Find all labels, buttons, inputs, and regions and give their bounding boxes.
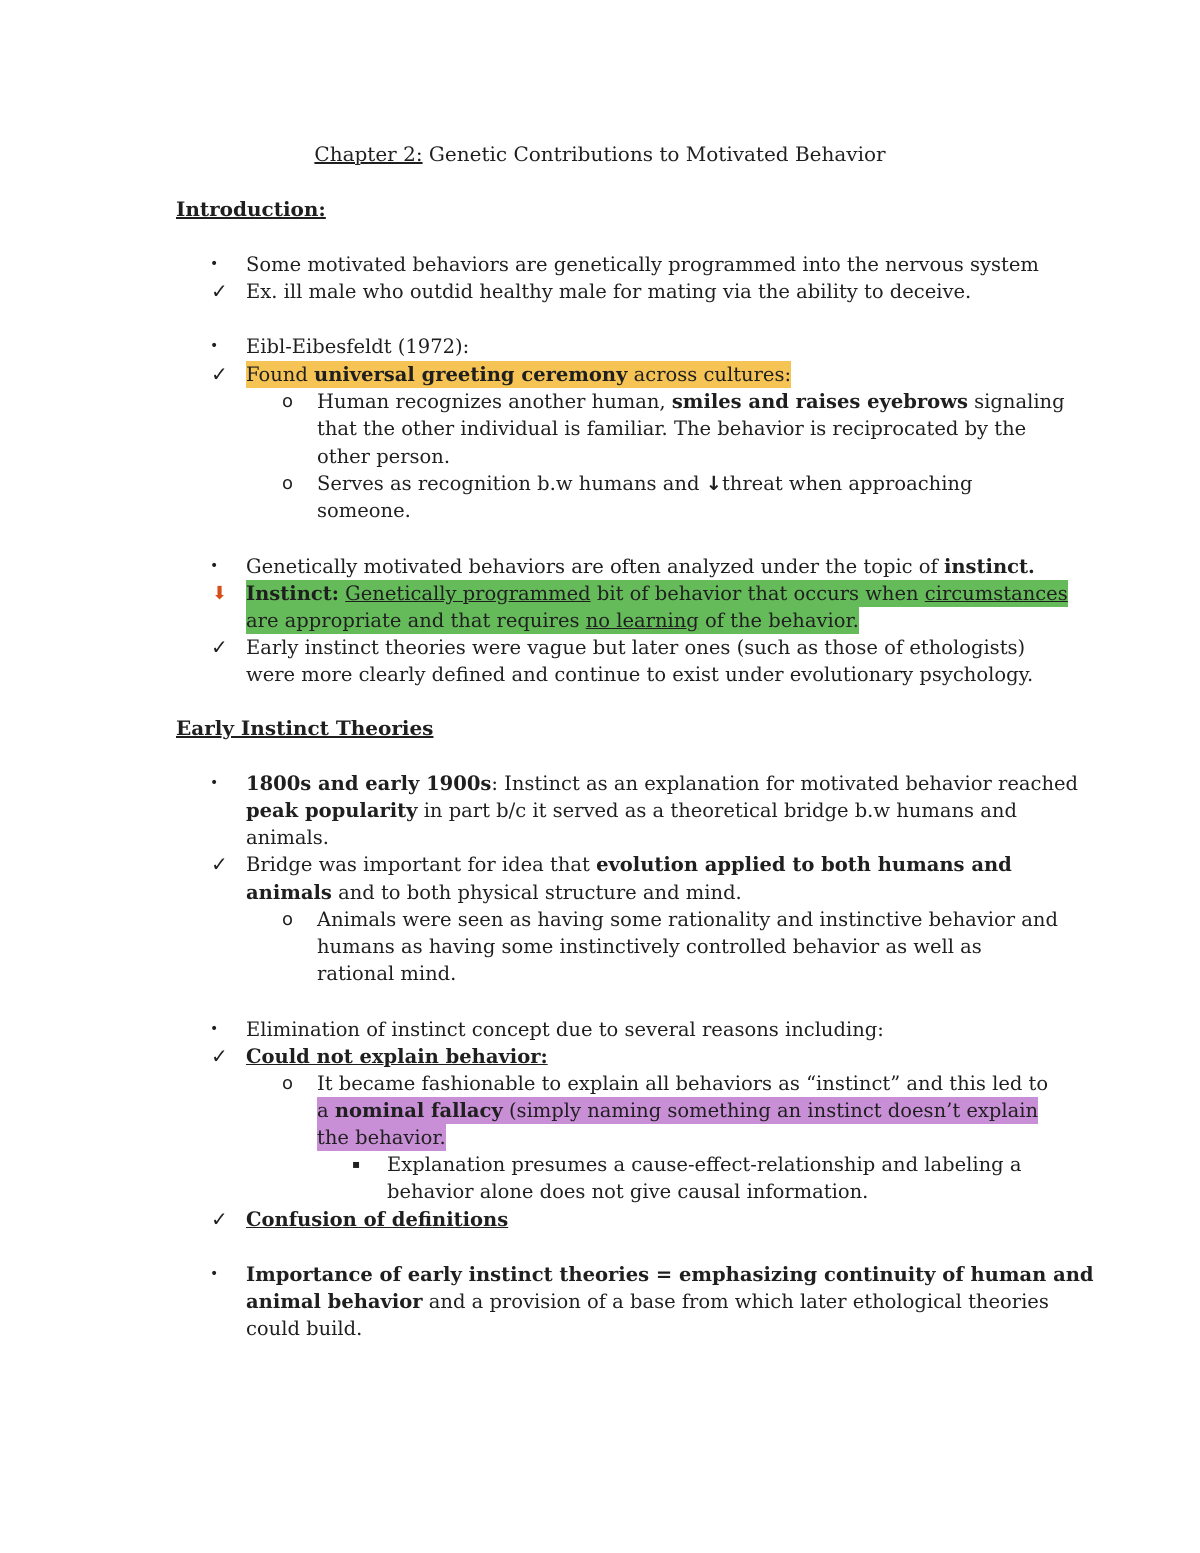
bullet-icon: •: [210, 1266, 219, 1282]
text-run: and a provision of a base from which later ethological theories: [422, 1290, 1049, 1313]
square-bullet-icon: ▪: [352, 1157, 361, 1171]
list-item-text: [317, 388, 1065, 415]
bold-term: Instinct:: [246, 582, 339, 605]
list-item-continuation: [0, 1288, 1200, 1315]
text-run: in part b/c it served as a theoretical bridge b.w humans and: [417, 799, 1017, 822]
bullet-icon: •: [210, 338, 219, 354]
list-item-continuation: [0, 1124, 1200, 1151]
list-item-text: [246, 797, 1017, 824]
list-item: [0, 1261, 1200, 1288]
text-run: and to both physical structure and mind.: [331, 881, 742, 904]
underlined-term: no learning: [585, 609, 699, 632]
list-item: [0, 580, 1200, 607]
bullet-icon: •: [210, 256, 219, 272]
text-run: of the behavior.: [698, 609, 859, 632]
list-item-text: [246, 879, 742, 906]
bold-term: animals: [246, 881, 332, 904]
text-run: : Instinct as an explanation for motivated behavior reached: [491, 772, 1079, 795]
bold-term: Importance of early instinct theories = emphasizing continuity of human and: [246, 1263, 1094, 1286]
checkmark-icon: ✓: [211, 1207, 228, 1231]
list-item-text: [246, 553, 1035, 580]
list-item-continuation: [0, 879, 1200, 906]
list-item-text: [317, 470, 972, 497]
list-item-text: [246, 1288, 1049, 1315]
checkmark-icon: ✓: [211, 279, 228, 303]
list-item-continuation: [0, 1315, 1200, 1342]
checkmark-icon: ✓: [211, 852, 228, 876]
list-item-continuation: [0, 960, 1200, 987]
list-item-continuation: [0, 497, 1200, 524]
list-item-text: It became fashionable to explain all behaviors as “instinct” and this led to: [317, 1072, 1049, 1095]
list-item-text: animals.: [246, 826, 329, 849]
text-run: Serves as recognition b.w humans and: [317, 472, 706, 495]
highlight-green: [246, 580, 1068, 607]
list-item: [0, 553, 1200, 580]
underlined-term: Genetically programmed: [345, 582, 591, 605]
list-item-text: Explanation presumes a cause-effect-relationship and labeling a: [387, 1153, 1022, 1176]
checkmark-icon: ✓: [211, 635, 228, 659]
highlight-purple: [317, 1097, 1038, 1124]
bold-term: animal behavior: [246, 1290, 423, 1313]
down-arrow-icon: ↓: [705, 472, 722, 495]
text-run: signaling: [967, 390, 1065, 413]
subheading-could-not-explain: Could not explain behavior:: [246, 1045, 548, 1068]
list-item-text: Some motivated behaviors are genetically programmed into the nervous system: [246, 253, 1039, 276]
sub-bullet-icon: o: [282, 391, 294, 412]
list-item-text: someone.: [317, 499, 411, 522]
list-item-text: that the other individual is familiar. The behavior is reciprocated by the: [317, 417, 1027, 440]
list-item: [0, 251, 1200, 278]
list-item: [0, 851, 1200, 878]
list-item-continuation: [0, 933, 1200, 960]
chapter-title: [0, 141, 1200, 168]
text-run: bit of behavior that occurs when: [590, 582, 925, 605]
list-item: [0, 333, 1200, 360]
list-item-text: could build.: [246, 1317, 363, 1340]
text-run: are appropriate and that requires: [246, 609, 586, 632]
heading-early-instinct-theories: Early Instinct Theories: [176, 716, 434, 740]
list-item-text: behavior alone does not give causal information.: [387, 1180, 869, 1203]
bold-term: 1800s and early 1900s: [246, 772, 492, 795]
bold-term: evolution applied to both humans and: [596, 853, 1012, 876]
bullet-icon: •: [210, 1021, 219, 1037]
list-item-continuation: [0, 661, 1200, 688]
list-item-text: rational mind.: [317, 962, 457, 985]
list-item: [0, 1070, 1200, 1097]
list-item: [0, 1206, 1200, 1233]
bold-term: instinct.: [943, 555, 1035, 578]
list-item-continuation: [0, 1178, 1200, 1205]
list-item-text: Ex. ill male who outdid healthy male for mating via the ability to deceive.: [246, 280, 972, 303]
text-run: Bridge was important for idea that: [246, 853, 597, 876]
bold-term: smiles and raises eyebrows: [671, 390, 968, 413]
chapter-name: Genetic Contributions to Motivated Behavior: [422, 142, 886, 166]
list-item: [0, 634, 1200, 661]
list-item: [0, 1016, 1200, 1043]
text-run: Human recognizes another human,: [317, 390, 672, 413]
list-item-continuation: [0, 824, 1200, 851]
list-item-text: Eibl-Eibesfeldt (1972):: [246, 335, 470, 358]
checkmark-icon: ✓: [211, 362, 228, 386]
text-run: a: [317, 1099, 335, 1122]
list-item-text: Elimination of instinct concept due to several reasons including:: [246, 1018, 884, 1041]
down-arrow-marker-icon: ⬇: [212, 583, 228, 604]
list-item-text: humans as having some instinctively controlled behavior as well as: [317, 935, 982, 958]
list-item-text: other person.: [317, 445, 451, 468]
list-item: [0, 1043, 1200, 1070]
list-item: [0, 906, 1200, 933]
list-item: [0, 361, 1200, 388]
chapter-label: Chapter 2:: [314, 142, 423, 166]
list-item: [0, 470, 1200, 497]
highlight-purple: the behavior.: [317, 1126, 446, 1149]
text-run: across cultures:: [627, 363, 792, 386]
sub-bullet-icon: o: [282, 909, 294, 930]
list-item-continuation: [0, 797, 1200, 824]
checkmark-icon: ✓: [211, 1044, 228, 1068]
list-item: [0, 770, 1200, 797]
list-item-text: Animals were seen as having some rationality and instinctive behavior and: [317, 908, 1058, 931]
highlight-green: [246, 607, 859, 634]
text-run: (simply naming something an instinct doesn’t explain: [502, 1099, 1039, 1122]
bullet-icon: •: [210, 775, 219, 791]
list-item-text: [246, 851, 1012, 878]
list-item-continuation: [0, 443, 1200, 470]
underlined-term: circumstances: [924, 582, 1068, 605]
list-item-text: [246, 770, 1078, 797]
bullet-icon: •: [210, 558, 219, 574]
subheading-confusion-of-definitions: Confusion of definitions: [246, 1208, 509, 1231]
list-item: [0, 278, 1200, 305]
list-item-text: Early instinct theories were vague but later ones (such as those of ethologists): [246, 636, 1026, 659]
text-run: Found: [246, 363, 315, 386]
heading-introduction: Introduction:: [176, 197, 326, 221]
text-run: threat when approaching: [721, 472, 973, 495]
list-item: [0, 1151, 1200, 1178]
sub-bullet-icon: o: [282, 473, 294, 494]
sub-bullet-icon: o: [282, 1073, 294, 1094]
list-item-continuation: [0, 1097, 1200, 1124]
bold-term: nominal fallacy: [334, 1099, 503, 1122]
list-item-continuation: [0, 607, 1200, 634]
list-item: [0, 388, 1200, 415]
bold-term: peak popularity: [246, 799, 418, 822]
highlight-orange: [246, 361, 791, 388]
text-run: Genetically motivated behaviors are often analyzed under the topic of: [246, 555, 944, 578]
bold-term: universal greeting ceremony: [314, 363, 628, 386]
list-item-continuation: [0, 415, 1200, 442]
list-item-text: were more clearly defined and continue to exist under evolutionary psychology.: [246, 663, 1034, 686]
